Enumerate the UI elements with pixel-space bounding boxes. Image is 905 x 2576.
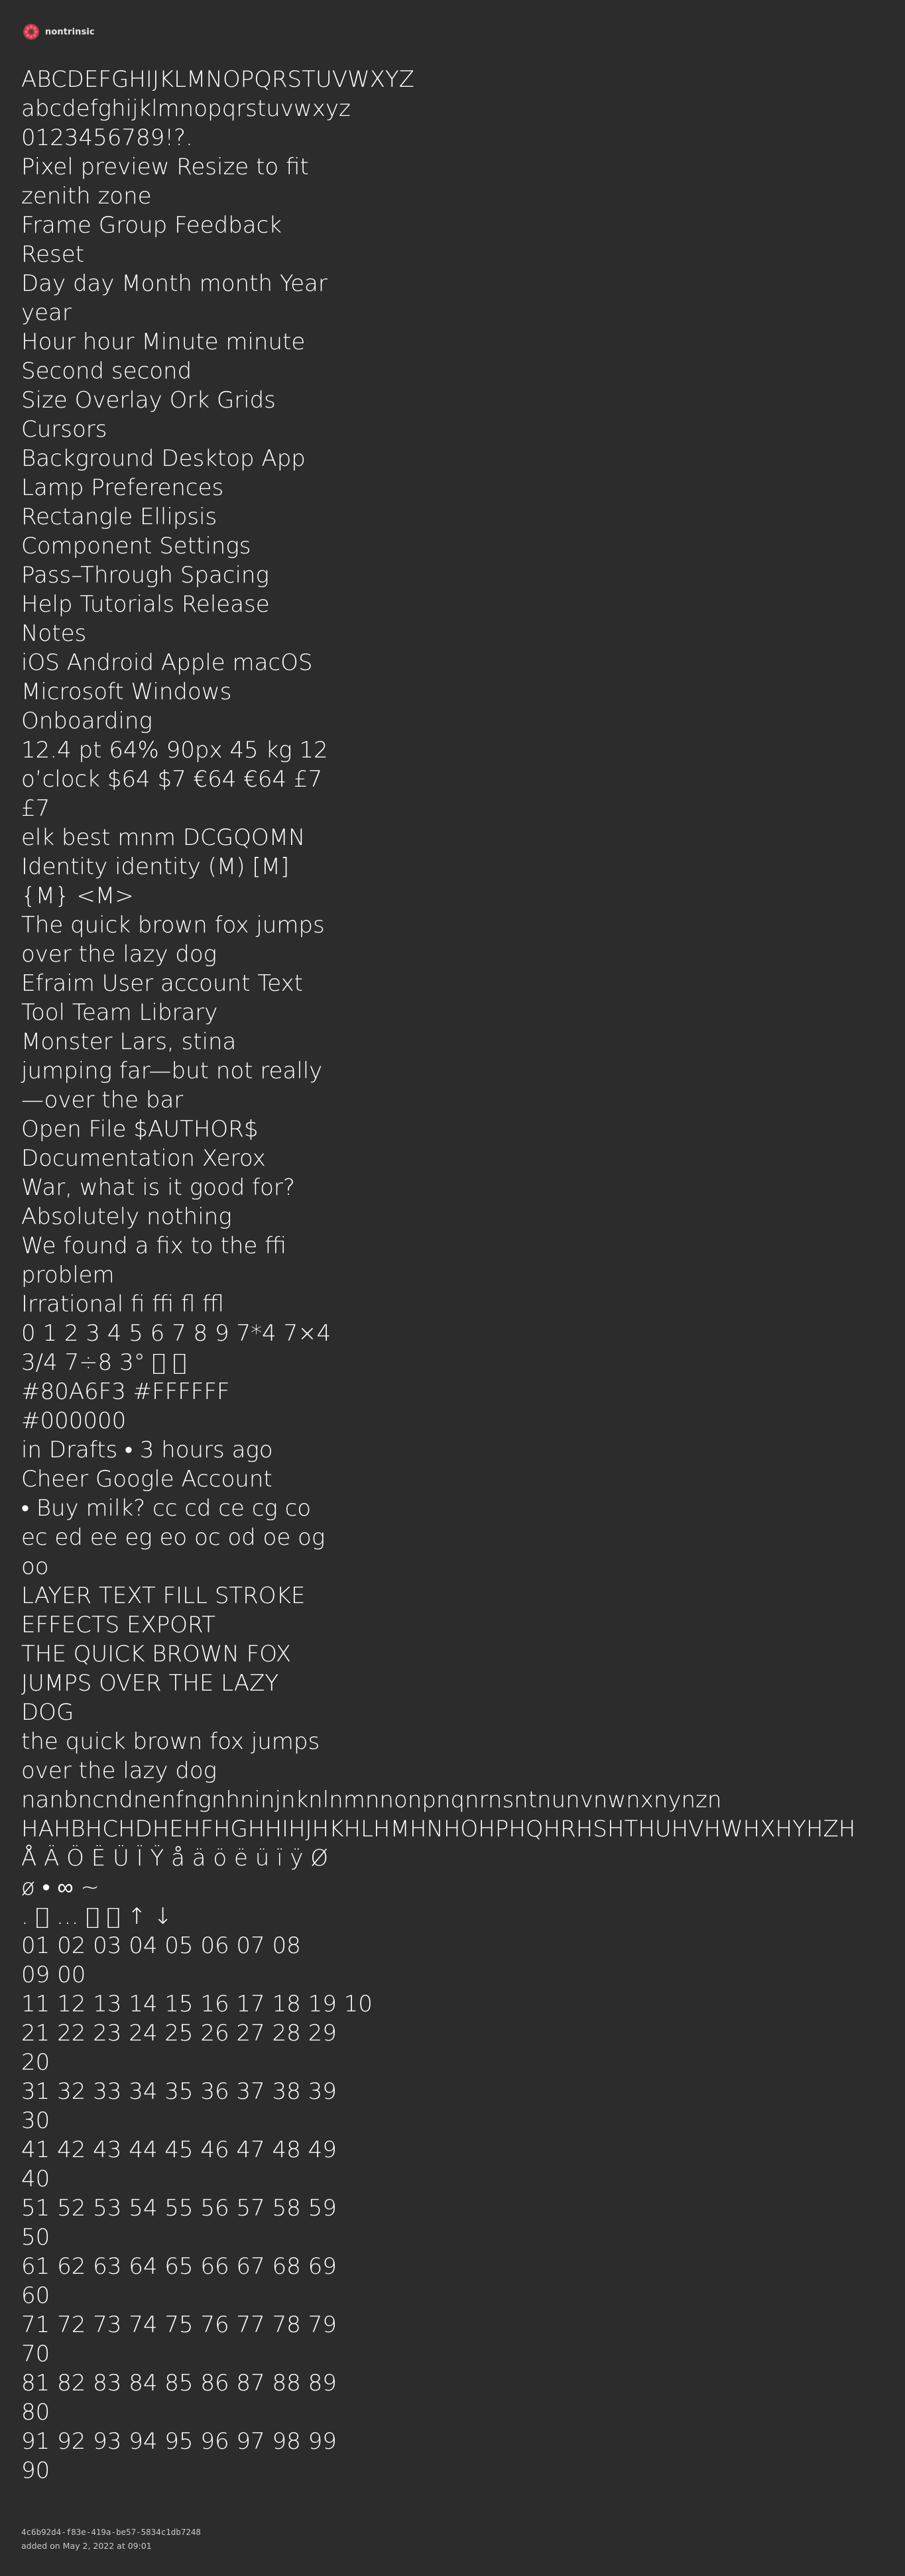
specimen-line: LAYER TEXT FILL STROKE <box>21 1583 306 1609</box>
specimen-line: 41 42 43 44 45 46 47 48 49 <box>21 2137 337 2163</box>
specimen-line: We found a fix to the ffi <box>21 1233 287 1259</box>
specimen-line: Efraim User account Text <box>21 970 303 997</box>
specimen-line: jumping far—but not really <box>21 1058 323 1084</box>
specimen-line: EFFECTS EXPORT <box>21 1612 215 1638</box>
specimen-line: Monster Lars, stina <box>21 1029 237 1055</box>
specimen-line: Day day Month month Year <box>21 270 328 297</box>
specimen-line: 40 <box>21 2166 50 2192</box>
specimen-line: 12.4 pt 64% 90px 45 kg 12 <box>21 737 328 763</box>
specimen-line: Help Tutorials Release <box>21 591 270 618</box>
specimen-line: THE QUICK BROWN FOX <box>21 1641 292 1667</box>
specimen-line: ec ed ee eg eo oc od oe og <box>21 1524 326 1551</box>
specimen-line: 61 62 63 64 65 66 67 68 69 <box>21 2253 337 2280</box>
specimen-line: o’clock $64 $7 €64 €64 £7 <box>21 766 323 793</box>
specimen-line: Size Overlay Ork Grids <box>21 387 276 414</box>
specimen-line: Irrational fi ffi fl ffl <box>21 1291 225 1317</box>
brand-name[interactable]: nontrinsic <box>45 27 95 37</box>
specimen-line: 51 52 53 54 55 56 57 58 59 <box>21 2195 337 2221</box>
specimen-line: in Drafts • 3 hours ago <box>21 1437 273 1463</box>
specimen-line: Onboarding <box>21 708 152 734</box>
specimen-line: Hour hour Minute minute <box>21 329 306 355</box>
specimen-line: Tool Team Library <box>21 999 218 1026</box>
specimen-line: #000000 <box>21 1408 127 1434</box>
added-timestamp: added on May 2, 2022 at 09:01 <box>21 2541 152 2551</box>
specimen-line: ø • ∞ ~ <box>21 1874 99 1901</box>
specimen-line: 0123456789!?. <box>21 125 193 151</box>
header <box>23 19 95 45</box>
specimen-line: —over the bar <box>21 1087 184 1113</box>
specimen-line: Documentation Xerox <box>21 1145 266 1172</box>
specimen-line: Component Settings <box>21 533 251 559</box>
specimen-line: Cheer Google Account <box>21 1466 272 1492</box>
specimen-line: The quick brown fox jumps <box>21 912 325 938</box>
specimen-line: • Buy milk? cc cd ce cg co <box>21 1495 312 1522</box>
specimen-line: DOG <box>21 1699 74 1726</box>
specimen-line: 70 <box>21 2341 50 2367</box>
type-specimen <box>21 65 905 2485</box>
specimen-line: 01 02 03 04 05 06 07 08 <box>21 1932 301 1959</box>
specimen-line: {M} <M> <box>21 883 134 909</box>
specimen-line: Reset <box>21 241 84 268</box>
specimen-line: 3/4 7÷8 3° ￿ ￿ <box>21 1349 187 1376</box>
specimen-line: Absolutely nothing <box>21 1204 232 1230</box>
specimen-line: 20 <box>21 2049 50 2076</box>
specimen-line: 11 12 13 14 15 16 17 18 19 10 <box>21 1991 373 2017</box>
specimen-line: 90 <box>21 2457 50 2484</box>
specimen-line: Rectangle Ellipsis <box>21 504 217 530</box>
specimen-line: zenith zone <box>21 183 152 209</box>
specimen-line: 21 22 23 24 25 26 27 28 29 <box>21 2020 337 2046</box>
specimen-line: Second second <box>21 358 192 384</box>
specimen-line: Identity identity (M) [M] <box>21 854 290 880</box>
specimen-line: . ￿ … ￿ ￿ ↑ ↓ <box>21 1903 172 1930</box>
specimen-line: 09 00 <box>21 1962 86 1988</box>
specimen-line: Å Ä Ö Ë Ü Ï Ÿ å ä ö ë ü ï ÿ Ø <box>21 1845 329 1872</box>
specimen-line: 81 82 83 84 85 86 87 88 89 <box>21 2370 337 2396</box>
specimen-line: Cursors <box>21 416 107 443</box>
specimen-line: Lamp Preferences <box>21 475 224 501</box>
specimen-line: 0 1 2 3 4 5 6 7 8 9 7*4 7×4 <box>21 1320 332 1347</box>
specimen-line: Frame Group Feedback <box>21 212 282 239</box>
specimen-line: 50 <box>21 2224 50 2251</box>
specimen-line: 31 32 33 34 35 36 37 38 39 <box>21 2078 337 2105</box>
specimen-line: Background Desktop App <box>21 445 306 472</box>
specimen-line: 30 <box>21 2107 50 2134</box>
specimen-line: 71 72 73 74 75 76 77 78 79 <box>21 2312 337 2338</box>
specimen-line: 60 <box>21 2282 50 2309</box>
nontrinsic-logo-icon[interactable] <box>23 23 40 40</box>
specimen-line: 80 <box>21 2399 50 2426</box>
specimen-line: nanbncndnenfngnhninjnknlnmnnonpnqnrnsntnunvnwnxnynzn <box>21 1787 722 1813</box>
footer <box>21 2525 201 2553</box>
specimen-line: oo <box>21 1553 49 1580</box>
specimen-line: problem <box>21 1262 115 1288</box>
specimen-line: #80A6F3 #FFFFFF <box>21 1378 230 1405</box>
specimen-line: over the lazy dog <box>21 941 217 968</box>
specimen-line: JUMPS OVER THE LAZY <box>21 1670 279 1697</box>
specimen-line: Pixel preview Resize to fit <box>21 154 309 180</box>
specimen-line: 91 92 93 94 95 96 97 98 99 <box>21 2428 337 2455</box>
specimen-line: £7 <box>21 795 50 822</box>
specimen-line: abcdefghijklmnopqrstuvwxyz <box>21 95 351 122</box>
specimen-line: year <box>21 300 72 326</box>
specimen-line: Microsoft Windows <box>21 679 232 705</box>
specimen-line: ABCDEFGHIJKLMNOPQRSTUVWXYZ <box>21 66 414 93</box>
specimen-line: elk best mnm DCGQOMN <box>21 824 306 851</box>
specimen-line: War, what is it good for? <box>21 1174 295 1201</box>
document-id: 4c6b92d4-f83e-419a-be57-5834c1db7248 <box>21 2527 201 2537</box>
specimen-line: Pass–Through Spacing <box>21 562 269 588</box>
specimen-line: Notes <box>21 620 87 647</box>
specimen-line: iOS Android Apple macOS <box>21 649 313 676</box>
specimen-line: the quick brown fox jumps <box>21 1728 320 1755</box>
specimen-line: HAHBHCHDHEHFHGHHIHJHKHLHMHNHOHPHQHRHSHTHUHVHWHXHYHZH <box>21 1816 856 1842</box>
specimen-line: Open File $AUTHOR$ <box>21 1116 259 1143</box>
specimen-line: over the lazy dog <box>21 1758 217 1784</box>
